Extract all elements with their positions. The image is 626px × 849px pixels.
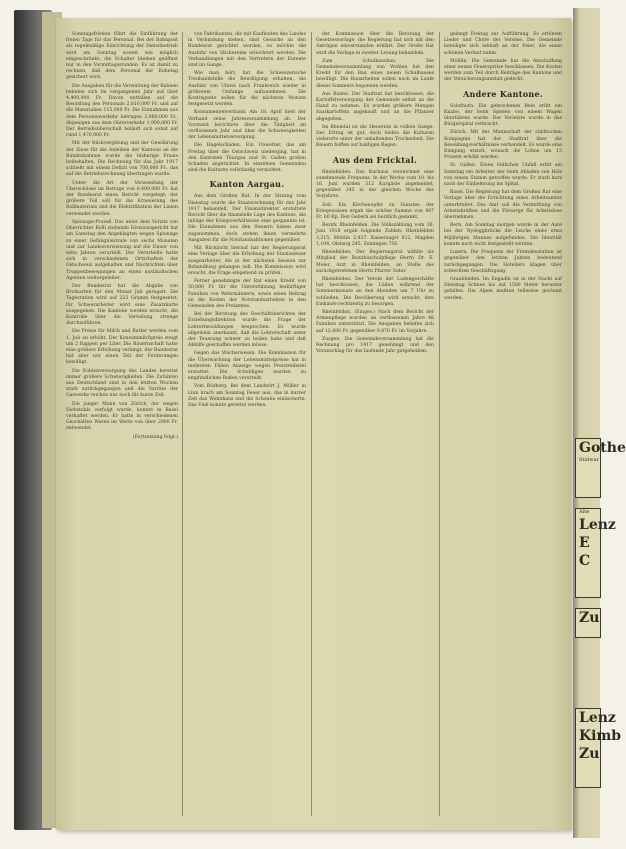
paragraph: Luzern. Die Frequenz der Fremdenstation ist gegenüber den letzten Jahren bedeutend zurückgegangen. Die Hoteliers klagen über schlechten Geschäftsgang. [444,250,562,274]
paragraph: Zeil. Ein Kirchenopfer zu Gunsten der Kriegswaisen ergab die schöne Summe von 487 Fr. 60 Rp. Den Gebern sei herzlich gedankt. [316,202,434,221]
section-heading-fricktal: Aus dem Fricktal. [332,154,418,165]
paragraph: Bezirk Rheinfelden. Die Volkszählung vom 30. Juni 1918 ergab folgende Zahlen: Rheinfelden 3,215, Möhlin 2,437, Kaiseraugst 812, Magden 1,104, Olsberg 245, Zeiningen 756. [316,223,434,247]
paragraph: Graubünden. Im Engadin ist in der Nacht auf Dienstag Schnee bis auf 1500 Meter herunter gefallen. Die Alpen mußten teilweise geräumt werden. [444,276,562,301]
paragraph: Die Hagelschäden. Ein Unwetter, das am Freitag über die Ostschweiz niederging, hat in den Kantonen Thurgau und St. Gallen großen Schaden angerichtet. In einzelnen Gemeinden sind die Kulturen vollständig vernichtet. [188,143,306,174]
ad-text: Gothe [579,440,626,456]
paragraph: Rheinfelden. Das Kurhaus verzeichnet eine zunehmende Frequenz. In der Woche vom 10. bis 16. Juni wurden 312 Kurgäste angemeldet, gegenüber 245 in der gleichen Woche des Vorjahres. [316,169,434,200]
paragraph: Spionage-Prozeß. Das unter dem Vorsitz von Oberrichter Bolli stehende Divisionsgericht hat am Samstag den Angeklagten wegen Spionage zu einer Gefängnisstrafe von sechs Monaten und zur Landesverweisung auf die Dauer von zehn Jahren verurteilt. Der Verurteilte hatte sich in verschiedenen Ortschaften der Ostschweiz aufgehalten und Nachrichten über Truppenbewegungen an einen ausländischen Agenten weitergeleitet. [66,219,178,281]
paragraph: von Fabrikanten, die mit Kaufleuten des Landes in Verbindung stehen, sind Gesuche an den Bundesrat gerichtet worden, es möchte die Ausfuhr von Stickereien erleichtert werden. Die Verhandlungen mit den Vertretern der Entente sind im Gange. [188,32,306,69]
paragraph: Ferner genehmigte der Rat einen Kredit von 50,000 Fr. für die Unterstützung bedürftiger Familien von Wehrmännern, sowie einen Beitrag an die Kosten der Notstandsarbeiten in den Gemeinden des Freiamtes. [188,279,306,309]
facing-page-edge [573,8,626,838]
ad-text: C [579,553,591,569]
paragraph: Bern. Am Sonntag morgen wurde in der Aare bei der Nydeggbrücke die Leiche eines etwa 40jährigen Mannes aufgefunden. Die Identität konnte noch nicht festgestellt werden. [444,223,562,247]
ad-text: Lenz [579,710,616,726]
paragraph: Sonntagsfrieden führt die Einführung der freien Tage für das Personal. Bei der Bahnpost als regelmäßige Einrichtung der Dienstbetrieb wird am Sonntag soweit wie möglich eingeschränkt; die Schalter bleiben geöffnet nur in den Vormittagsstunden. Es ist damit zu rechnen, daß dem Personal der Ruhetag gesichert wird. [66,32,178,81]
paragraph: Zuzgen. Die Gemeindeversammlung hat die Rechnung pro 1917 genehmigt und den Voranschlag für das laufende Jahr gutgeheißen. [316,336,434,355]
advertisement-box [575,708,622,788]
advertisement-box [575,508,616,598]
advertisement-box [575,608,601,638]
column-2 [188,32,306,816]
paragraph: Die Preise für Milch und Butter werden vom 1. Juli an erhöht. Der Konsummilchpreis steigt um 2 Rappen per Liter. Die Bauernschaft hatte eine größere Erhöhung verlangt, der Bundesrat hat aber nur einen Teil der Forderungen bewilligt. [66,329,178,366]
ad-text: E [579,535,590,551]
paragraph: Rheinfelden. (Einges.) Nach dem Bericht der Armenpflege wurden im verflossenen Jahre 48 Familien unterstützt. Die Ausgaben beliefen sich auf 12,480 Fr. gegenüber 9,870 Fr. im Vorjahre. [316,309,434,334]
paragraph: Rheinfelden. Der Verein der Ladengeschäfte hat beschlossen, die Läden während der Sommermonate an den Abenden um 7 Uhr zu schließen. Die Bevölkerung wird ersucht, ihre Einkäufe rechtzeitig zu besorgen. [316,276,434,307]
paragraph: Möhlin. Die Gemeinde hat die Anschaffung einer neuen Feuerspritze beschlossen. Die Kosten werden zum Teil durch Beiträge des Kantons und der Versicherungsanstalt gedeckt. [444,58,562,83]
paragraph: Ueber die Art der Verwendung der Überschüsse im Betrage von 6,400,000 Fr. hat der Bundesrat einen Bericht vorgelegt; der größere Teil soll für die Erneuerung des Rollmaterials und die Elektrifikation der Linien verwendet werden. [66,180,178,217]
paragraph: Aus dem Großen Rat. In der Sitzung vom Dienstag wurde die Staatsrechnung für das Jahr 1917 behandelt. Der Finanzdirektor erstattete Bericht über die finanzielle Lage des Kantons, die infolge der Kriegsverhältnisse eine gespannte ist. Die Einnahmen aus den Steuern haben zwar zugenommen, doch stehen ihnen vermehrte Ausgaben für die Notstandsaktionen gegenüber. [188,194,306,243]
paragraph: Die Ausgaben für die Verwaltung der Bahnen beliefen sich im vergangenen Jahr auf über 4,400,000 Fr. Davon entfallen auf die Besoldung des Personals 2,810,000 Fr. und auf die Materialien 115,000 Fr. Die Einnahmen aus dem Personenverkehr betrugen 3,880,000 Fr., diejenigen aus dem Güterverkehr 1,900,000 Fr. Der Betriebsüberschuß beläuft sich somit auf rund 1,470,000 Fr. [66,83,178,139]
column-1 [66,32,178,816]
ad-text: Lenz [579,517,616,533]
paragraph: Ein junger Mann von Zürich, der wegen Diebstahls verfolgt wurde, konnte in Basel verhaftet werden. Er hatte in verschiedenen Geschäften Waren im Werte von über 2000 Fr. entwendet. [66,401,178,432]
paragraph: Vom Bözberg. Bei dem Landwirt J. Müller in Linn brach am Sonntag Feuer aus, das in kurzer Zeit das Wohnhaus und die Scheune einäscherte. Das Vieh konnte gerettet werden. [188,384,306,408]
paragraph: Im Rheintal ist die Heuernte in vollem Gange. Der Ertrag ist gut, doch leiden die Kulturen vielerorts unter der anhaltenden Trockenheit. Die Bauern hoffen auf baldigen Regen. [316,124,434,149]
column-4 [444,32,562,816]
ad-text: Zu [579,610,600,626]
ad-text: Stidwar [579,457,599,463]
column-rule [182,32,183,816]
paragraph: der Kommission über die Beratung der Gesetzesvorlage; die Regierung hat sich mit den Anträgen einverstanden erklärt. Der Große Rat wird die Vorlage in zweiter Lesung behandeln. [316,32,434,56]
paragraph: Der Bundesrat hat die Abgabe von Brotkarten für den Monat Juli geregelt. Die Tagesration wird auf 225 Gramm festgesetzt; für Schwerarbeiter wird eine Zusatzkarte ausgegeben. Die Kantone werden ersucht, die Kontrolle über die Verteilung strenge durchzuführen. [66,283,178,327]
paragraph: Zürich. Mit der Mannschaft der städtischen Kompagnie hat der Stadtrat über die Besoldungsverhältnisse verhandelt. Es wurde eine Einigung erzielt, wonach die Löhne um 15 Prozent erhöht werden. [444,130,562,161]
paragraph: Basel. Die Regierung hat dem Großen Rat eine Vorlage über die Errichtung eines Arbeitsamtes unterbreitet. Das Amt soll die Vermittlung von Arbeitskräften und die Fürsorge für Arbeitslose übernehmen. [444,190,562,221]
continuation-note: (Fortsetzung folgt.) [132,434,178,440]
paragraph: Bei der Beratung des Geschäftsberichtes der Erziehungsdirektion wurde die Frage der Lehrerbesoldungen besprochen. Es wurde allgemein anerkannt, daß die Lehrerschaft unter der Teuerung schwer zu leiden habe und daß Abhilfe geschaffen werden müsse. [188,312,306,349]
paragraph: St. Gallen. Einen tödlichen Unfall erlitt am Samstag ein Arbeiter, der beim Abladen von Holz von einem Stamm getroffen wurde. Er starb kurz nach der Einlieferung ins Spital. [444,163,562,188]
paragraph: Mit Rücksicht hierauf hat der Regierungsrat eine Vorlage über die Erhöhung der Staatssteuer ausgearbeitet, die in der nächsten Session zur Behandlung gelangen soll. Die Kommission wird ersucht, die Frage eingehend zu prüfen. [188,246,306,276]
newspaper-page [56,18,571,830]
paragraph: Rheinfelden. Der Regierungsrat wählte als Mitglied der Bezirksschulpflege Herrn Dr. E. Meier, Arzt in Rheinfelden, an Stelle des zurückgetretenen Herrn Pfarrer Suter. [316,250,434,274]
ad-text: Kimb [579,728,622,744]
paragraph: Gegen das Wucherwesen. Die Kommission für die Überwachung der Lebensmittelpreise hat in mehreren Fällen Anzeige wegen Preistreiberei erstattet. Die Schuldigen wurden zu empfindlichen Bußen verurteilt. [188,351,306,382]
paragraph: Wie man hört, hat die Schweizerische Treuhandstelle die Bewilligung erhalten, die Ausfuhr von Uhren nach Frankreich wieder in größerem Umfange aufzunehmen. Die Kontingente sollen für die nächsten Monate festgesetzt werden. [188,71,306,108]
ad-text: Zu [579,746,600,762]
paragraph: Zum Schulhausbau. Die Gemeindeversammlung von Wohlen hat den Kredit für den Bau eines neuen Schulhauses bewilligt. Die Bauarbeiten sollen noch im Laufe dieses Sommers begonnen werden. [316,58,434,89]
paragraph: Konsumentenverband. Am 18. April hielt der Verband seine Jahresversammlung ab. Der Vorstand berichtete über die Tätigkeit im verflossenen Jahr und über die Schwierigkeiten der Lebensmittelversorgung. [188,110,306,141]
column-rule [311,32,312,816]
ad-text: Alte [579,509,590,515]
column-rule [439,32,440,816]
section-heading-aargau: Kanton Aargau. [209,179,285,190]
advertisement-box [575,438,626,498]
paragraph: Mit der Rückvergütung und der Gewährung der Zinse für die Anleihen der Kantone an die Bundesbahnen wurde die bisherige Praxis beibehalten. Die Rechnung für das Jahr 1917 schließt mit einem Defizit von 700,000 Fr., das auf die Betriebsrechnung übertragen wurde. [66,141,178,178]
section-heading-andere-kantone: Andere Kantone. [463,88,543,99]
paragraph: Aus Baden. Der Stadtrat hat beschlossen, die Kartoffelversorgung der Gemeinde selbst an die Hand zu nehmen. Es wurden größere Mengen Saatkartoffeln angekauft und an die Pflanzer abgegeben. [316,91,434,122]
column-3 [316,32,434,816]
paragraph: gelangt Freitag zur Aufführung. Es ertönten Lieder und Chöre der Vereine. Die Gemeinde beteiligte sich lebhaft an der Feier, die einen schönen Verlauf nahm. [444,32,562,56]
paragraph: Solothurn. Ein gebrochenes Bein erlitt ein Knabe, der beim Spielen von einem Wagen überfahren wurde. Der Verletzte wurde in das Bürgerspital verbracht. [444,103,562,128]
paragraph: Die Kohlenversorgung des Landes bereitet immer größere Schwierigkeiten. Die Zufuhren aus Deutschland sind in den letzten Wochen stark zurückgegangen und die Vorräte der Gaswerke reichen nur noch für kurze Zeit. [66,368,178,399]
